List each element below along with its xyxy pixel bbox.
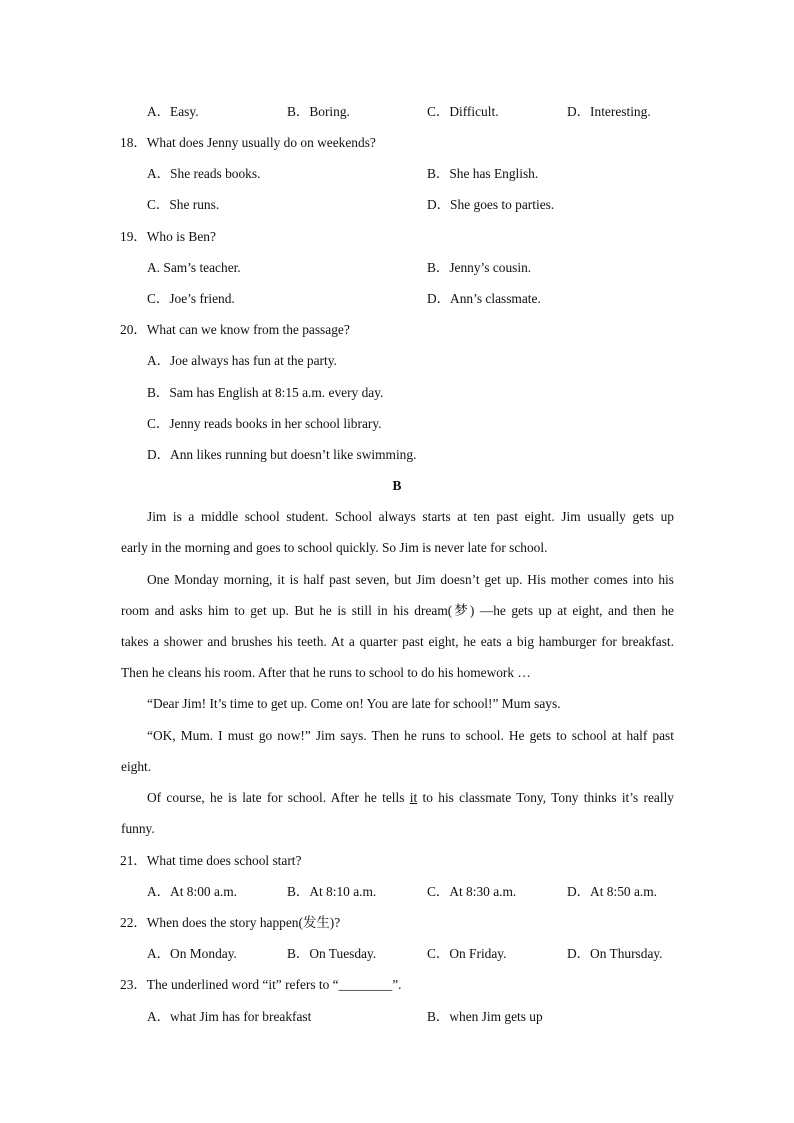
passage-p2-line1: One Monday morning, it is half past seven, but Jim doesn’t get up. His mother comes into his bbox=[147, 572, 674, 587]
q18-option-b: B．She has English. bbox=[427, 166, 539, 181]
q22-option-b: B．On Tuesday. bbox=[287, 946, 377, 961]
q22-option-c: C．On Friday. bbox=[427, 946, 507, 961]
q20-question: 20．What can we know from the passage? bbox=[120, 322, 350, 337]
q21-option-c: C．At 8:30 a.m. bbox=[427, 884, 517, 899]
q18-option-c: C．She runs. bbox=[147, 197, 220, 212]
q22-option-d: D．On Thursday. bbox=[567, 946, 663, 961]
q20-option-b: B．Sam has English at 8:15 a.m. every day. bbox=[147, 385, 384, 400]
q18-option-d: D．She goes to parties. bbox=[427, 197, 555, 212]
q19-option-a: A. Sam’s teacher. bbox=[147, 260, 241, 275]
q22-option-a: A．On Monday. bbox=[147, 946, 237, 961]
q23-option-a: A．what Jim has for breakfast bbox=[147, 1009, 312, 1024]
q21-option-a: A．At 8:00 a.m. bbox=[147, 884, 238, 899]
q20-option-a: A．Joe always has fun at the party. bbox=[147, 353, 337, 368]
q23-question-before: 23．The underlined word “it” refers to “ bbox=[120, 977, 339, 992]
q23-question bbox=[120, 976, 402, 994]
passage-p2-line4: Then he cleans his room. After that he runs to school to do his homework … bbox=[121, 665, 531, 680]
q21-option-b: B．At 8:10 a.m. bbox=[287, 884, 377, 899]
q21-question: 21．What time does school start? bbox=[120, 853, 302, 868]
q17-option-d: D．Interesting. bbox=[567, 104, 651, 119]
q23-question-after: ”. bbox=[392, 977, 402, 992]
passage-p5-line1 bbox=[147, 789, 674, 807]
q18-question: 18．What does Jenny usually do on weekends? bbox=[120, 135, 376, 150]
q20-option-d: D．Ann likes running but doesn’t like swimming. bbox=[147, 447, 417, 462]
passage-p1-line1: Jim is a middle school student. School always starts at ten past eight. Jim usually gets up bbox=[147, 509, 674, 524]
q19-option-d: D．Ann’s classmate. bbox=[427, 291, 541, 306]
passage-p3: “Dear Jim! It’s time to get up. Come on! You are late for school!” Mum says. bbox=[147, 696, 561, 711]
section-heading: B bbox=[392, 478, 402, 493]
underlined-word-it: it bbox=[409, 790, 418, 805]
passage-p2-line2: room and asks him to get up. But he is still in his dream(梦) —he gets up at eight, and then he bbox=[121, 603, 674, 618]
q17-option-a: A．Easy. bbox=[147, 104, 199, 119]
q19-option-c: C．Joe’s friend. bbox=[147, 291, 235, 306]
q22-question: 22．When does the story happen(发生)? bbox=[120, 915, 341, 930]
passage-p2-line3: takes a shower and brushes his teeth. At a quarter past eight, he eats a big hamburger for breakfast. bbox=[121, 634, 674, 649]
q20-option-c: C．Jenny reads books in her school library. bbox=[147, 416, 382, 431]
passage-p5-before: Of course, he is late for school. After he tells bbox=[147, 790, 410, 805]
q23-option-b: B．when Jim gets up bbox=[427, 1009, 543, 1024]
q17-option-c: C．Difficult. bbox=[427, 104, 499, 119]
q19-option-b: B．Jenny’s cousin. bbox=[427, 260, 532, 275]
passage-p4-line2: eight. bbox=[121, 759, 152, 774]
q17-option-b: B．Boring. bbox=[287, 104, 350, 119]
q19-question: 19．Who is Ben? bbox=[120, 229, 216, 244]
q23-blank: ________ bbox=[338, 977, 393, 992]
passage-p4-line1: “OK, Mum. I must go now!” Jim says. Then he runs to school. He gets to school at half past bbox=[147, 728, 674, 743]
passage-p1-line2: early in the morning and goes to school quickly. So Jim is never late for school. bbox=[121, 540, 548, 555]
q21-option-d: D．At 8:50 a.m. bbox=[567, 884, 658, 899]
q18-option-a: A．She reads books. bbox=[147, 166, 261, 181]
passage-p5-after: to his classmate Tony, Tony thinks it’s really bbox=[417, 790, 674, 805]
passage-p5-line2: funny. bbox=[121, 821, 155, 836]
